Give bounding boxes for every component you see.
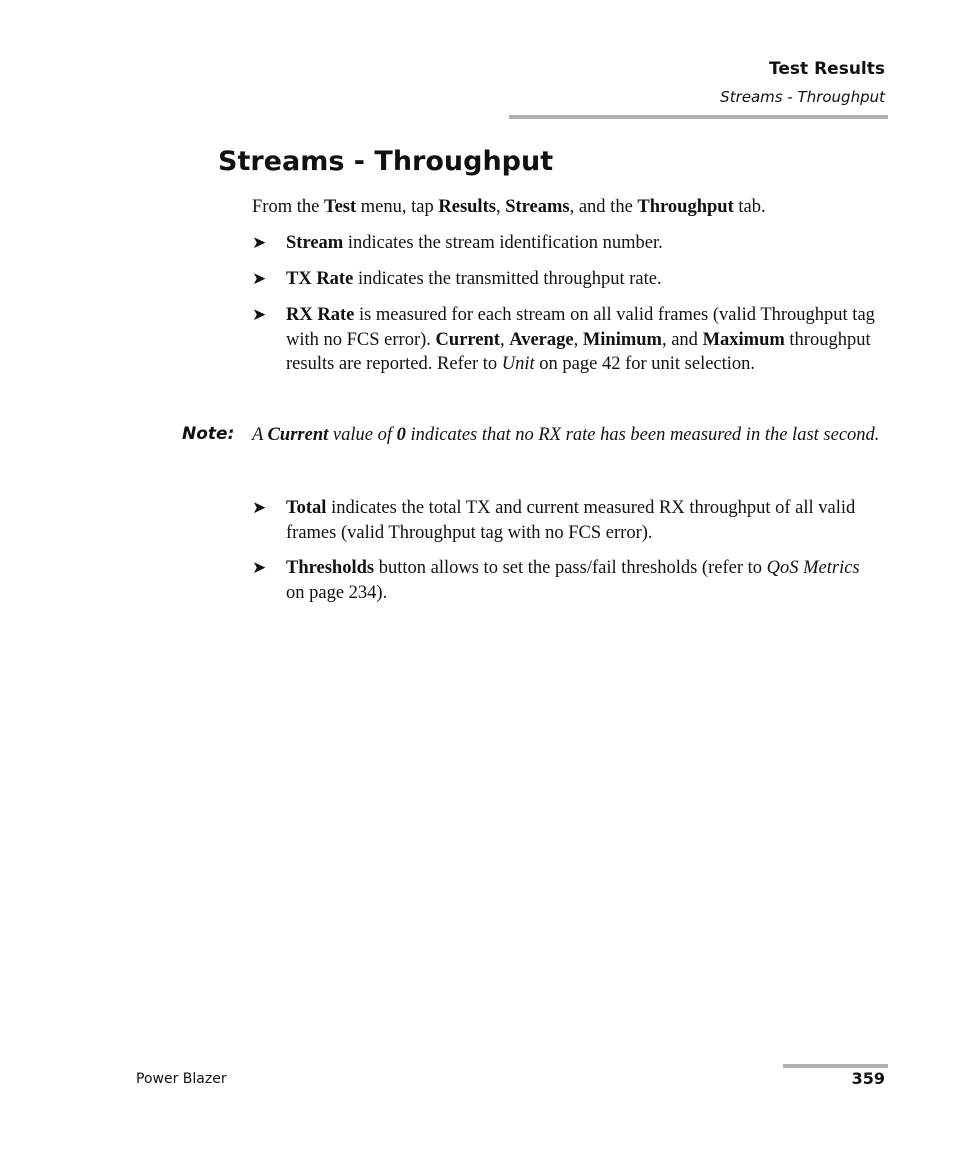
bullet-arrow-icon: ➤ xyxy=(252,558,267,578)
bullet-text xyxy=(286,231,882,256)
note-text-part: A xyxy=(252,425,268,445)
term-stream: Stream xyxy=(286,233,344,253)
bullet-arrow-icon: ➤ xyxy=(252,305,267,325)
tab-throughput: Throughput xyxy=(637,197,734,217)
description: indicates the stream identification number. xyxy=(343,233,663,253)
bullet-rx-rate xyxy=(252,303,882,377)
section-heading: Streams - Throughput xyxy=(218,146,554,177)
bullet-arrow-icon: ➤ xyxy=(252,269,267,289)
bullet-arrow-icon: ➤ xyxy=(252,233,267,253)
intro-text: tab. xyxy=(733,197,766,217)
description: , and xyxy=(661,329,703,350)
description: throughput results are reported. Refer to xyxy=(286,329,871,374)
bullet-text xyxy=(286,267,882,292)
note-block xyxy=(182,423,882,448)
term-tx-rate: TX Rate xyxy=(286,269,354,289)
intro-paragraph xyxy=(252,195,882,220)
intro-text: , and the xyxy=(569,197,638,217)
bullet-thresholds xyxy=(252,556,882,605)
term-thresholds: Thresholds xyxy=(286,558,375,578)
note-term-current: Current xyxy=(267,425,329,445)
bullet-text xyxy=(286,556,882,605)
bullet-text xyxy=(286,303,882,377)
term-minimum: Minimum xyxy=(582,329,662,350)
footer-product-name: Power Blazer xyxy=(136,1071,227,1087)
description: on page 234). xyxy=(286,582,388,603)
header-rule xyxy=(509,115,888,119)
note-text-part: indicates that no RX rate has been measured in the last second. xyxy=(405,425,880,445)
intro-text: From the xyxy=(252,197,324,217)
description: indicates the total TX and current measured RX throughput of all valid frames (valid Throughput tag with no FCS error). xyxy=(286,498,856,543)
term-current: Current xyxy=(435,329,500,350)
intro-text: , xyxy=(495,197,506,217)
note-term-zero: 0 xyxy=(396,425,406,445)
description: on page 42 for unit selection. xyxy=(534,354,756,374)
note-text-part: value of xyxy=(328,425,397,445)
description: is measured for each stream on all valid frames (valid Throughput tag with no FCS error). xyxy=(286,305,875,350)
intro-text: menu, tap xyxy=(356,197,439,217)
term-rx-rate: RX Rate xyxy=(286,305,355,325)
description: indicates the transmitted throughput rate. xyxy=(353,269,662,289)
menu-test: Test xyxy=(323,197,357,217)
footer-rule xyxy=(783,1064,888,1068)
note-label: Note: xyxy=(182,424,235,444)
term-average: Average xyxy=(509,329,574,350)
page-number: 359 xyxy=(851,1069,885,1088)
bullet-text xyxy=(286,496,882,545)
description: button allows to set the pass/fail thresholds (refer to xyxy=(374,558,767,578)
description: , xyxy=(499,329,510,350)
running-header-title: Test Results xyxy=(769,59,885,79)
term-maximum: Maximum xyxy=(702,329,785,350)
note-text xyxy=(252,423,882,448)
cross-reference-qos-metrics[interactable]: QoS Metrics xyxy=(766,558,860,578)
running-header-subtitle: Streams - Throughput xyxy=(720,88,885,106)
bullet-arrow-icon: ➤ xyxy=(252,498,267,518)
cross-reference-unit[interactable]: Unit xyxy=(501,354,535,374)
term-total: Total xyxy=(286,498,327,518)
bullet-tx-rate xyxy=(252,267,882,292)
menu-results: Results xyxy=(438,197,496,217)
menu-streams: Streams xyxy=(505,197,570,217)
bullet-total xyxy=(252,496,882,545)
bullet-stream xyxy=(252,231,882,256)
description: , xyxy=(573,329,583,350)
